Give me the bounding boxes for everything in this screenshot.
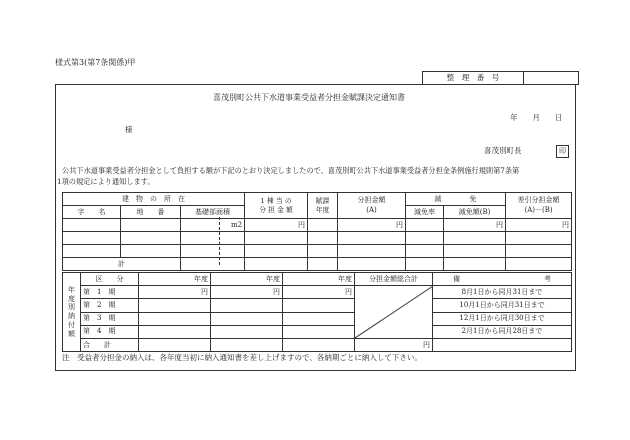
cell-reduction-rate[interactable] — [406, 219, 444, 232]
cell-total-year-1[interactable] — [139, 339, 211, 352]
grand-total-blank — [355, 286, 433, 339]
period-label: 第 3 期 — [81, 312, 139, 325]
cell-area[interactable] — [181, 245, 245, 258]
table-row-total — [63, 258, 572, 271]
cell-reduction-rate[interactable] — [406, 232, 444, 245]
header-fiscal-year-line-2: 年度 — [315, 205, 330, 214]
annual-payment-side-label — [63, 273, 81, 352]
area-column-divider — [219, 217, 220, 265]
header-year-2: 年度 — [211, 273, 283, 286]
cell-reduction-amount[interactable] — [444, 245, 506, 258]
header-grand-total: 分担金額総合計 — [355, 273, 433, 286]
cell-amount-a[interactable] — [338, 219, 406, 232]
table-row-total — [63, 339, 572, 352]
cell-total-net-amount[interactable] — [506, 258, 572, 271]
total-label: 合 計 — [81, 339, 139, 352]
side-char: 度 — [68, 294, 75, 303]
total-label: 計 — [63, 258, 181, 271]
cell-year-2[interactable] — [211, 325, 283, 338]
cell-reduction-amount[interactable] — [444, 219, 506, 232]
cell-chiban[interactable] — [121, 245, 181, 258]
cell-total-area[interactable] — [181, 258, 245, 271]
diagonal-line — [355, 286, 433, 338]
header-reduction: 減 免 — [406, 193, 506, 206]
unit-yen: 円 — [345, 287, 352, 296]
cell-year-2[interactable] — [211, 286, 283, 299]
cell-year-1[interactable] — [139, 325, 211, 338]
unit-yen: 円 — [562, 220, 570, 229]
period-note: 10月1日から同月31日まで — [433, 299, 572, 312]
cell-year-3[interactable] — [283, 325, 355, 338]
cell-total-reduction-rate[interactable] — [406, 258, 444, 271]
period-label: 第 4 期 — [81, 325, 139, 338]
cell-net-amount[interactable] — [506, 219, 572, 232]
diagonal-strike — [355, 286, 433, 338]
cell-year-2[interactable] — [211, 312, 283, 325]
cell-chiban[interactable] — [121, 232, 181, 245]
header-aza: 字 名 — [63, 206, 121, 219]
cell-grand-total[interactable] — [355, 339, 433, 352]
period-label: 第 2 期 — [81, 299, 139, 312]
cell-total-unit-amount[interactable] — [245, 258, 308, 271]
serial-number-box — [422, 71, 579, 85]
unit-yen: 円 — [496, 220, 504, 229]
header-net-amount — [506, 193, 572, 219]
header-fiscal-year — [308, 193, 338, 219]
cell-year-2[interactable] — [211, 299, 283, 312]
table-row — [63, 245, 572, 258]
cell-total-remarks — [433, 339, 572, 352]
cell-unit-amount[interactable] — [245, 219, 308, 232]
notice-title: 喜茂別町公共下水道事業受益者分担金賦課決定通知書 — [213, 93, 405, 102]
table-row — [63, 286, 572, 299]
side-char: 別 — [68, 303, 75, 312]
cell-area[interactable] — [181, 219, 245, 232]
header-amount-a — [338, 193, 406, 219]
cell-amount-a[interactable] — [338, 245, 406, 258]
table-row — [63, 325, 572, 338]
cell-chiban[interactable] — [121, 219, 181, 232]
header-chiban: 地 番 — [121, 206, 181, 219]
serial-number-field[interactable] — [524, 72, 579, 85]
table-row — [63, 312, 572, 325]
cell-year-1[interactable] — [139, 286, 211, 299]
cell-total-reduction-amount[interactable] — [444, 258, 506, 271]
cell-aza[interactable] — [63, 219, 121, 232]
cell-year-1[interactable] — [139, 299, 211, 312]
header-kubun: 区 分 — [81, 273, 139, 286]
cell-year-3[interactable] — [283, 299, 355, 312]
header-amount-a-line-2: (A) — [366, 205, 377, 214]
header-area: 基礎部面積 — [181, 206, 245, 219]
side-char: 付 — [68, 320, 75, 329]
cell-year-3[interactable] — [283, 312, 355, 325]
cell-aza[interactable] — [63, 245, 121, 258]
unit-yen: 円 — [423, 340, 430, 349]
issuer-name: 喜茂別町長 — [484, 146, 522, 155]
period-note: 8月1日から同月31日まで — [433, 286, 572, 299]
cell-total-amount-a[interactable] — [338, 258, 406, 271]
body-text-line-2: 1項の規定により通知します。 — [57, 177, 155, 186]
cell-fiscal-year[interactable] — [308, 232, 338, 245]
unit-yen: 円 — [396, 220, 404, 229]
date-line: 年 月 日 — [510, 113, 563, 122]
cell-reduction-rate[interactable] — [406, 245, 444, 258]
table-row — [63, 219, 572, 232]
cell-year-1[interactable] — [139, 312, 211, 325]
header-net-amount-line-1: 差引分担金額 — [517, 196, 560, 205]
form-id: 様式第3(第7条関係)甲 — [55, 58, 136, 67]
body-text-line-1: 公共下水道事業受益者分担金として負担する額が下記のとおり決定しましたので、喜茂別町公共下水道事業受益者分担金条例施行規則第7条第 — [62, 166, 520, 175]
unit-yen: 円 — [201, 287, 208, 296]
unit-yen: 円 — [273, 287, 280, 296]
header-reduction-amount: 減免額(B) — [444, 206, 506, 219]
cell-aza[interactable] — [63, 232, 121, 245]
side-char: 納 — [68, 312, 75, 320]
cell-unit-amount[interactable] — [245, 232, 308, 245]
cell-reduction-amount[interactable] — [444, 232, 506, 245]
cell-amount-a[interactable] — [338, 232, 406, 245]
seal-mark: 印 — [556, 145, 569, 158]
cell-year-3[interactable] — [283, 286, 355, 299]
header-year-3: 年度 — [283, 273, 355, 286]
period-label: 第 1 期 — [81, 286, 139, 299]
serial-number-label: 整 理 番 号 — [423, 72, 524, 85]
cell-total-year-3[interactable] — [283, 339, 355, 352]
cell-area[interactable] — [181, 232, 245, 245]
unit-yen: 円 — [298, 220, 306, 229]
header-year-1: 年度 — [139, 273, 211, 286]
table-row — [63, 232, 572, 245]
cell-unit-amount[interactable] — [245, 245, 308, 258]
header-amount-a-line-1: 分担金額 — [357, 196, 386, 205]
footnote: 注 受益者分担金の納入は、各年度当初に納入通知書を差し上げますので、各納期ごとに納入して下さい。 — [62, 353, 422, 362]
header-remarks: 備 考 — [433, 273, 572, 286]
cell-fiscal-year[interactable] — [308, 245, 338, 258]
side-char: 年 — [68, 285, 75, 294]
header-unit-amount-line-1: 1 棟 当 の — [260, 196, 292, 205]
header-unit-amount — [245, 193, 308, 219]
addressee-suffix: 様 — [125, 125, 133, 134]
header-net-amount-line-2: (A)－(B) — [524, 205, 553, 214]
assessment-table — [62, 192, 572, 271]
period-note: 12月1日から同月30日まで — [433, 312, 572, 325]
payment-schedule-table — [62, 272, 572, 352]
cell-total-year-2[interactable] — [211, 339, 283, 352]
unit-m2: m2 — [230, 220, 243, 229]
cell-net-amount[interactable] — [506, 232, 572, 245]
period-note: 2月1日から同月28日まで — [433, 325, 572, 338]
cell-net-amount[interactable] — [506, 245, 572, 258]
cell-total-fiscal-year[interactable] — [308, 258, 338, 271]
header-building-location: 建 物 の 所 在 — [63, 193, 245, 206]
header-reduction-rate: 減免率 — [406, 206, 444, 219]
header-unit-amount-line-2: 分 担 金 額 — [259, 205, 293, 214]
table-row — [63, 299, 572, 312]
header-fiscal-year-line-1: 賦課 — [315, 196, 330, 205]
cell-fiscal-year[interactable] — [308, 219, 338, 232]
side-char: 額 — [68, 329, 75, 338]
